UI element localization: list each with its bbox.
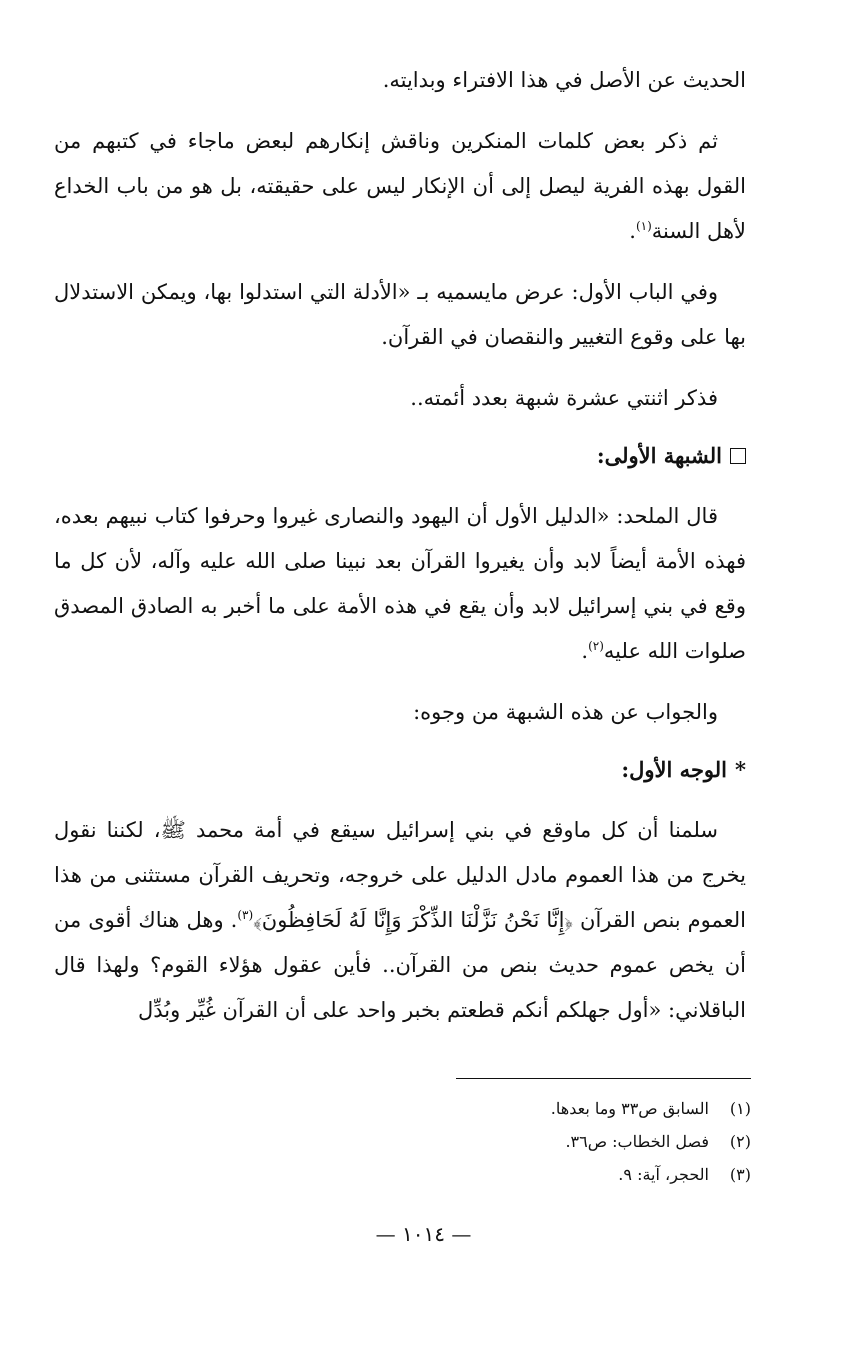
- paragraph-5: قال الملحد: «الدليل الأول أن اليهود والنصارى غيروا وحرفوا كتاب نبيهم بعده، فهذه الأمة أيضاً لابد وأن يغيروا القرآن بعد نبينا صلى الله عليه وآله، لأن كل ما وقع في بني إسرائيل لابد وأن يقع في هذه الأمة على ما أخبر به الصادق المصدق صلوات الله عليه$^{(٢)}$.: [54, 504, 746, 663]
- section-heading-first-aspect: [54, 747, 746, 792]
- paragraph-4: فذكر اثنتي عشرة شبهة بعدد أئمته..: [410, 386, 718, 410]
- asterisk-bullet-icon: *: [735, 757, 746, 782]
- page-number: — ١٠١٤ —: [375, 1222, 472, 1246]
- paragraph-5-text: قال الملحد: «الدليل الأول أن اليهود والنصارى غيروا وحرفوا كتاب نبيهم بعده، فهذه الأمة أيضاً لابد وأن يغيروا القرآن بعد نبينا صلى الله عليه وآله، لأن كل ما وقع في بني إسرائيل لابد وأن يقع في هذه الأمة على ما أخبر به الصادق المصدق صلوات الله عليه: [54, 504, 746, 663]
- paragraph-3: وفي الباب الأول: عرض مايسميه بـ «الأدلة التي استدلوا بها، ويمكن الاستدلال بها على وقوع التغيير والنقصان في القرآن.: [54, 280, 746, 349]
- footnote-item: [151, 1125, 751, 1158]
- section-heading-first-doubt: [54, 433, 746, 478]
- paragraph-1: الحديث عن الأصل في هذا الافتراء وبدايته.: [382, 68, 746, 92]
- footnote-ref-3: (٣): [237, 908, 254, 922]
- heading-text: الشبهة الأولى:: [596, 443, 722, 468]
- footnote-number: (٣): [729, 1165, 751, 1184]
- footnote-ref-2: (٢): [588, 639, 604, 653]
- paragraph-2-text: ثم ذكر بعض كلمات المنكرين وناقش إنكارهم لبعض ماجاء في كتبهم من القول بهذه الفرية ليصل إلى أن الإنكار ليس على حقيقته، بل هو من باب الخداع لأهل السنة: [54, 129, 746, 243]
- footnote-text: السابق ص٣٣ وما بعدها.: [550, 1099, 709, 1118]
- footnote-ref-1: (١): [635, 219, 652, 233]
- paragraph-7: [54, 808, 746, 1033]
- footnote-item: [151, 1158, 751, 1191]
- square-bullet-icon: [730, 448, 746, 464]
- paragraph-7-text: سلمنا أن كل ماوقع في بني إسرائيل سيقع في أمة محمد ﷺ، لكننا نقول يخرج من هذا العموم مادل الدليل على خروجه، وتحريف القرآن مستثنى من هذا العموم بنص القرآن ﴿إِنَّا نَحْنُ نَزَّلْنَا الذِّكْرَ وَإِنَّا لَهُ لَحَافِظُونَ﴾: [54, 818, 746, 932]
- footnote-number: (١): [729, 1099, 751, 1118]
- paragraph-7-tail: . وهل هناك أقوى من أن يخص عموم حديث بنص من القرآن.. فأين عقول هؤلاء القوم؟ ولهذا قال الباقلاني: «أول جهلكم أنكم قطعتم بخبر واحد على أن القرآن غُيِّر وبُدِّل: [54, 908, 746, 1022]
- footnote-text: فصل الخطاب: ص٣٦.: [565, 1132, 709, 1151]
- footnote-number: (٢): [729, 1132, 751, 1151]
- footnote-item: [151, 1092, 751, 1125]
- footnote-separator: [456, 1078, 751, 1079]
- paragraph-2: ثم ذكر بعض كلمات المنكرين وناقش إنكارهم لبعض ماجاء في كتبهم من القول بهذه الفرية ليصل إلى أن الإنكار ليس على حقيقته، بل هو من باب الخداع لأهل السنة$^{(١)}$.: [54, 129, 746, 243]
- heading-text: الوجه الأول:: [621, 757, 728, 782]
- main-text: [54, 58, 746, 1033]
- paragraph-6: والجواب عن هذه الشبهة من وجوه:: [413, 700, 718, 724]
- footnotes-list: [151, 1092, 751, 1191]
- footnote-text: الحجر، آية: ٩.: [618, 1165, 709, 1184]
